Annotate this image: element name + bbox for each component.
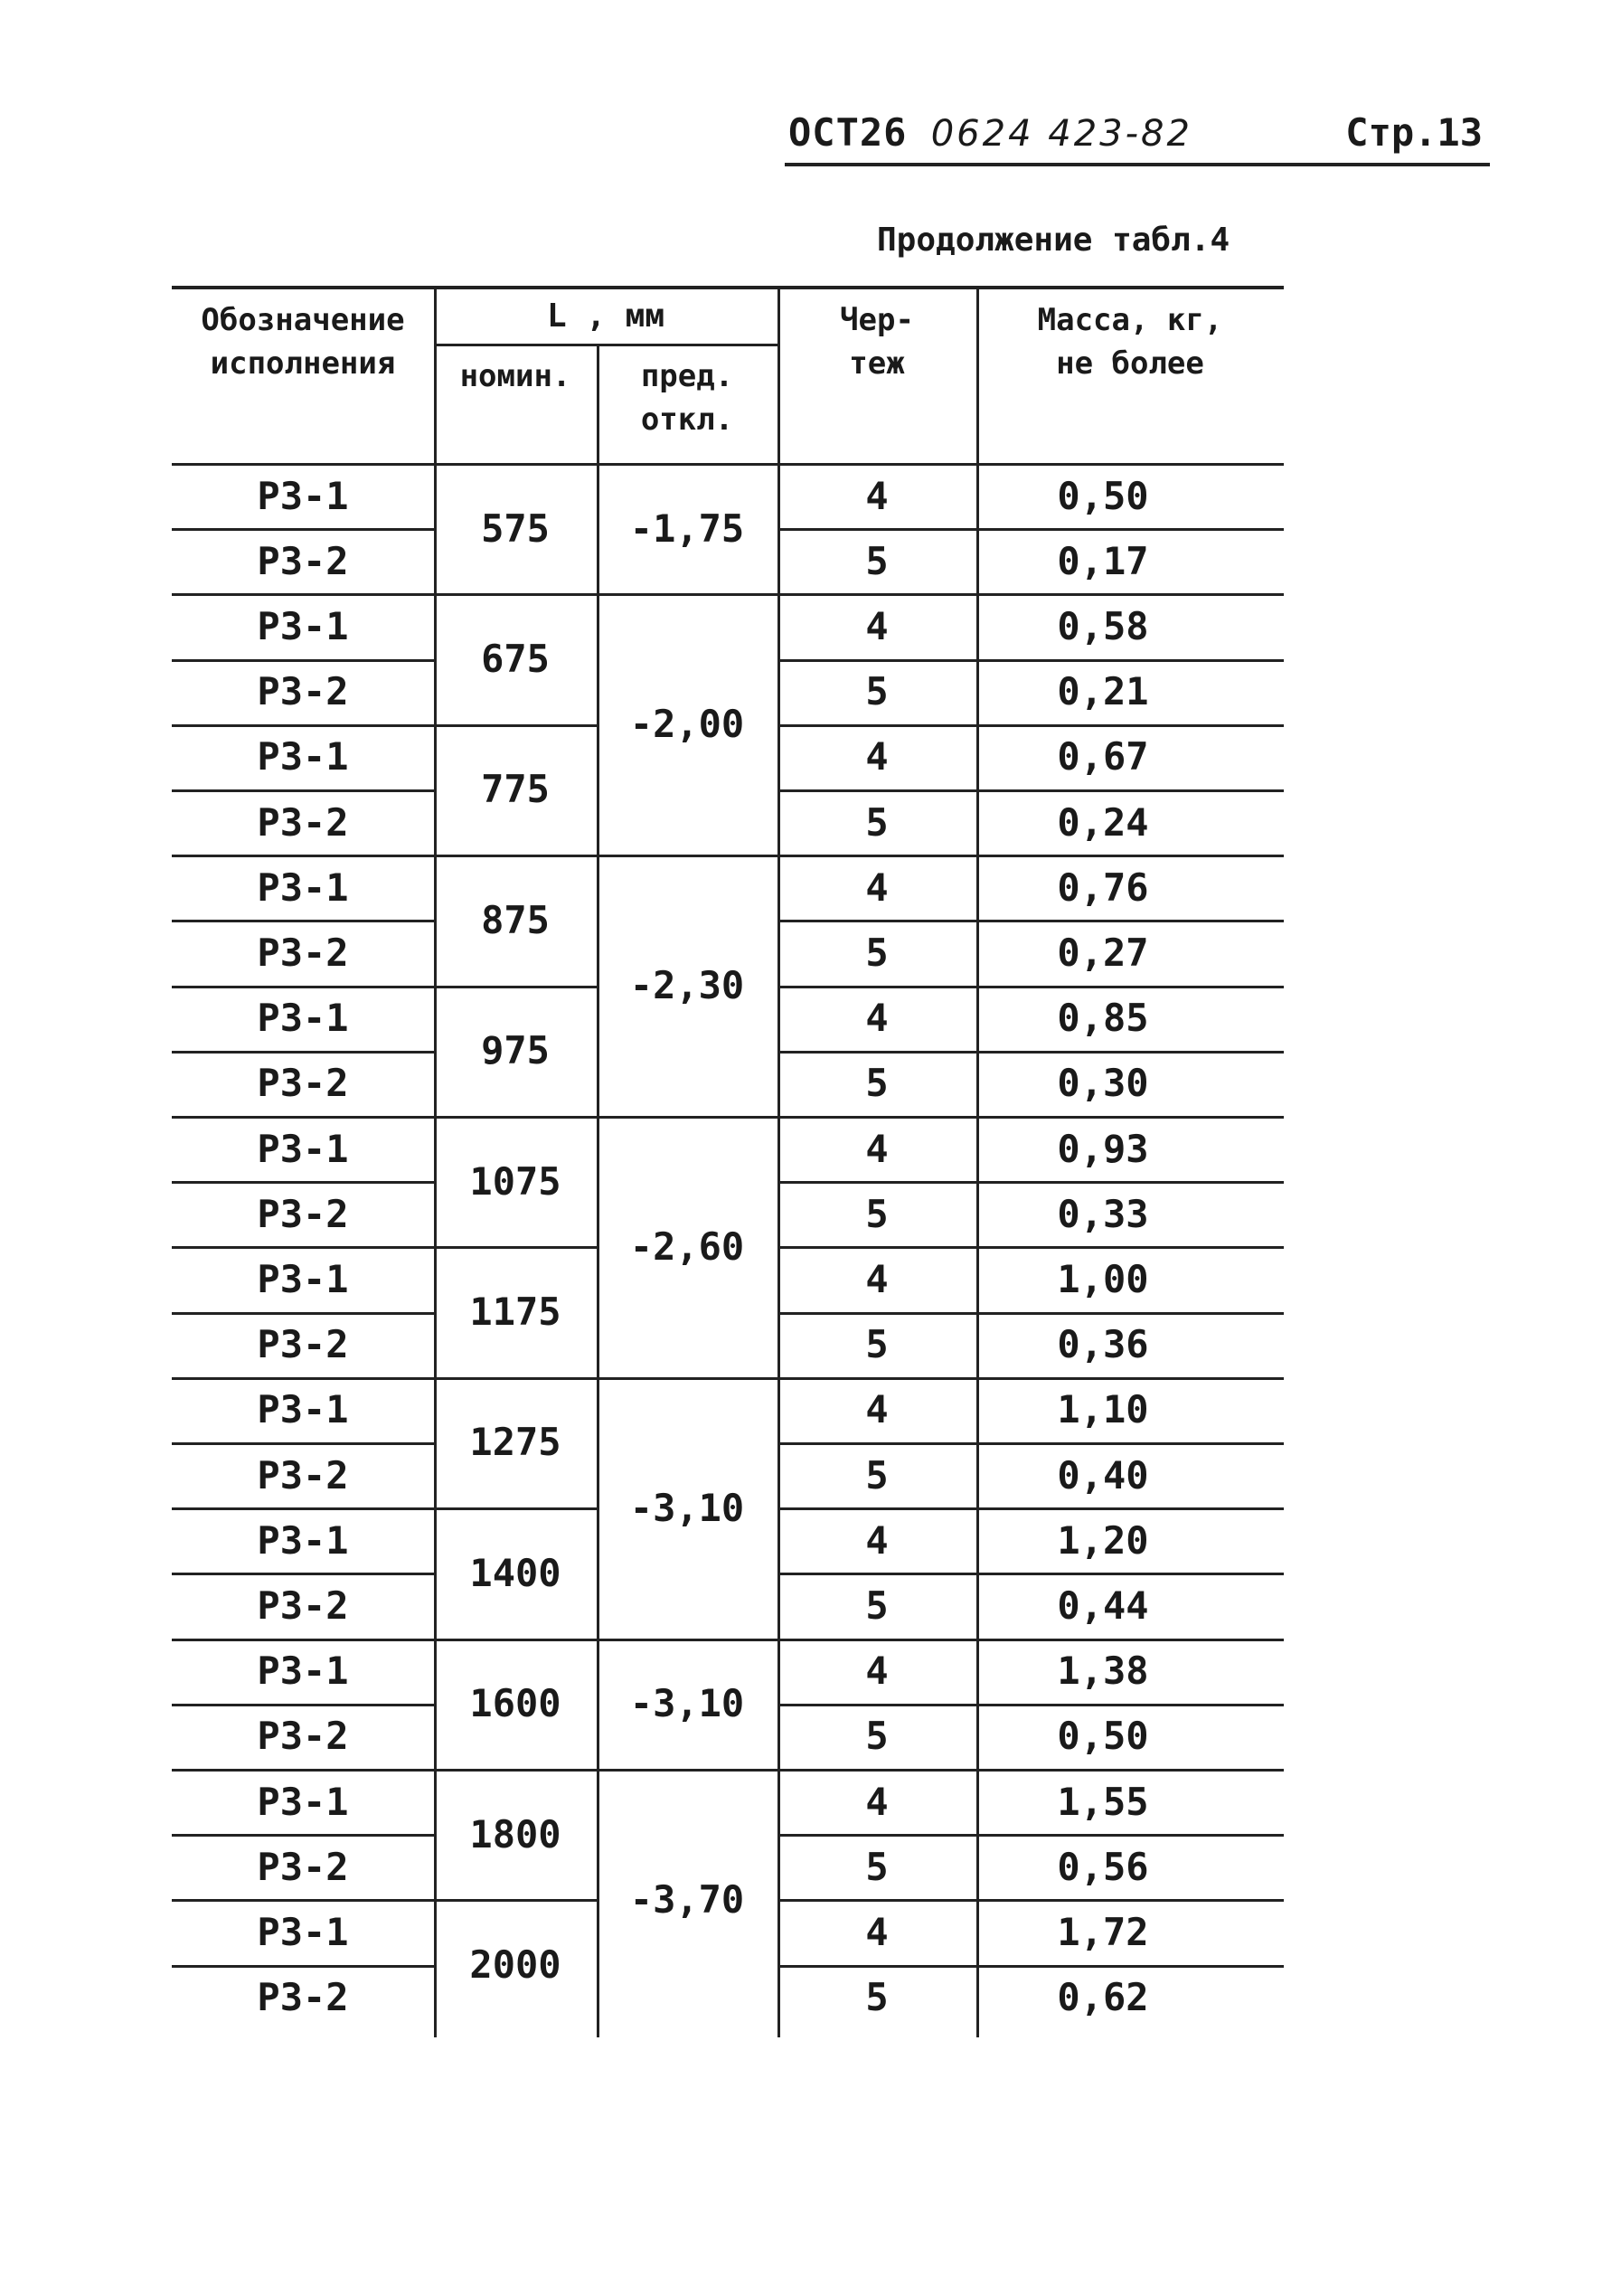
mass-cell: 0,62 [1057,1975,1149,2020]
drawing-cell: 4 [865,996,889,1041]
table-top-border [172,286,1284,289]
header-designation: Обозначение исполнения [201,302,405,382]
designation-cell: Р3-1 [257,1387,349,1432]
standard-code: ОСТ26 0624 423-82 [788,110,1192,155]
designation-cell: Р3-2 [257,1975,349,2020]
nominal-length-cell: 675 [481,637,550,682]
mass-cell: 0,36 [1057,1322,1149,1367]
nominal-length-cell: 775 [481,767,550,812]
designation-cell: Р3-1 [257,473,349,518]
deviation-cell: -2,60 [629,1224,745,1269]
designation-cell: Р3-1 [257,1779,349,1824]
designation-cell: Р3-2 [257,669,349,714]
drawing-cell: 5 [865,799,889,845]
mass-cell: 0,93 [1057,1126,1149,1171]
drawing-cell: 5 [865,669,889,714]
designation-cell: Р3-2 [257,930,349,975]
designation-cell: Р3-2 [257,1844,349,1889]
designation-cell: Р3-2 [257,1452,349,1498]
mass-cell: 0,67 [1057,734,1149,780]
drawing-cell: 4 [865,1256,889,1301]
designation-cell: Р3-2 [257,1061,349,1106]
drawing-cell: 4 [865,734,889,780]
designation-cell: Р3-2 [257,1583,349,1628]
deviation-cell: -2,30 [629,963,745,1008]
standard-number: 0624 423-82 [930,113,1192,155]
mass-cell: 0,21 [1057,669,1149,714]
mass-cell: 0,76 [1057,865,1149,910]
deviation-cell: -1,75 [629,505,745,551]
deviation-cell: -3,10 [629,1485,745,1530]
drawing-cell: 5 [865,1583,889,1628]
header-nominal: номин. [459,358,571,394]
document-header [785,107,1490,166]
nominal-length-cell: 975 [481,1028,550,1073]
designation-cell: Р3-1 [257,1126,349,1171]
designation-cell: Р3-2 [257,1191,349,1236]
table-continuation-caption: Продолжение табл.4 [877,222,1230,259]
drawing-cell: 4 [865,865,889,910]
mass-table [172,286,1284,2031]
drawing-cell: 5 [865,1191,889,1236]
mass-cell: 0,40 [1057,1452,1149,1498]
designation-cell: Р3-1 [257,603,349,648]
drawing-cell: 4 [865,1909,889,1954]
page-number: Стр.13 [1345,110,1483,155]
drawing-cell: 4 [865,473,889,518]
drawing-cell: 5 [865,1975,889,2020]
designation-cell: Р3-1 [257,865,349,910]
nominal-length-cell: 1175 [469,1290,561,1335]
header-length-group: L , мм [546,298,665,335]
designation-cell: Р3-1 [257,1649,349,1694]
drawing-cell: 4 [865,1387,889,1432]
mass-cell: 1,38 [1057,1649,1149,1694]
mass-cell: 0,33 [1057,1191,1149,1236]
nominal-length-cell: 1075 [469,1158,561,1204]
designation-cell: Р3-2 [257,1322,349,1367]
mass-cell: 0,30 [1057,1061,1149,1106]
drawing-cell: 5 [865,1844,889,1889]
nominal-length-cell: 1600 [469,1681,561,1726]
deviation-cell: -2,00 [629,702,745,747]
designation-cell: Р3-2 [257,1714,349,1759]
drawing-cell: 4 [865,1126,889,1171]
designation-cell: Р3-2 [257,799,349,845]
mass-cell: 1,72 [1057,1909,1149,1954]
drawing-cell: 4 [865,1517,889,1563]
mass-cell: 0,24 [1057,799,1149,845]
nominal-length-cell: 2000 [469,1942,561,1988]
designation-cell: Р3-1 [257,1517,349,1563]
designation-cell: Р3-2 [257,538,349,583]
header-mass: Масса, кг, не более [1037,302,1223,382]
deviation-cell: -3,70 [629,1876,745,1922]
designation-cell: Р3-1 [257,734,349,780]
drawing-cell: 5 [865,1322,889,1367]
mass-cell: 1,00 [1057,1256,1149,1301]
mass-cell: 0,85 [1057,996,1149,1041]
mass-cell: 0,58 [1057,603,1149,648]
mass-cell: 1,10 [1057,1387,1149,1432]
designation-cell: Р3-1 [257,1909,349,1954]
nominal-length-cell: 1400 [469,1550,561,1595]
designation-cell: Р3-1 [257,1256,349,1301]
mass-cell: 0,27 [1057,930,1149,975]
mass-cell: 1,20 [1057,1517,1149,1563]
mass-cell: 0,50 [1057,1714,1149,1759]
mass-cell: 0,50 [1057,473,1149,518]
drawing-cell: 5 [865,1452,889,1498]
mass-cell: 0,44 [1057,1583,1149,1628]
nominal-length-cell: 875 [481,897,550,942]
mass-cell: 0,56 [1057,1844,1149,1889]
header-deviation: пред. откл. [640,358,734,438]
deviation-cell: -3,10 [629,1681,745,1726]
header-drawing: Чер- теж [840,302,914,382]
drawing-cell: 4 [865,1649,889,1694]
drawing-cell: 5 [865,1061,889,1106]
mass-cell: 0,17 [1057,538,1149,583]
nominal-length-cell: 1800 [469,1811,561,1857]
drawing-cell: 5 [865,930,889,975]
length-subheader-rule [434,344,777,346]
mass-cell: 1,55 [1057,1779,1149,1824]
drawing-cell: 5 [865,538,889,583]
drawing-cell: 5 [865,1714,889,1759]
nominal-length-cell: 575 [481,505,550,551]
drawing-cell: 4 [865,1779,889,1824]
drawing-cell: 4 [865,603,889,648]
designation-cell: Р3-1 [257,996,349,1041]
nominal-length-cell: 1275 [469,1420,561,1465]
